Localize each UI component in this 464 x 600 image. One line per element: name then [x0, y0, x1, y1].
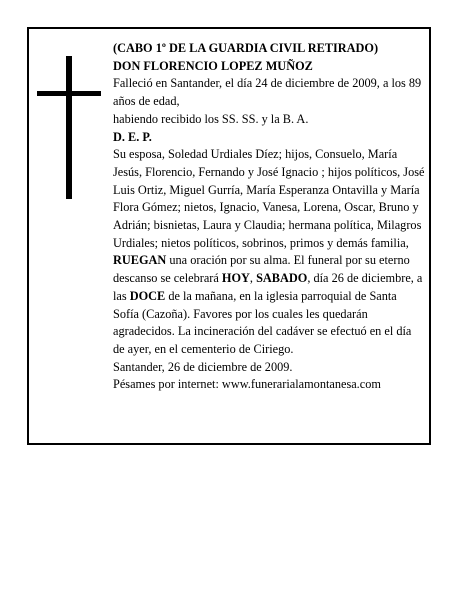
cross-vertical-bar	[66, 56, 72, 199]
death-statement: Falleció en Santander, el día 24 de diciembre de 2009, a los 89 años de edad,	[113, 76, 422, 109]
place-date: Santander, 26 de diciembre de 2009.	[113, 359, 293, 374]
cross-icon	[37, 56, 101, 199]
notice-text	[113, 40, 425, 394]
rank-line: (CABO 1º DE LA GUARDIA CIVIL RETIRADO)	[113, 41, 379, 55]
ruegan-word: RUEGAN	[113, 253, 167, 268]
obituary-notice-frame	[27, 27, 431, 445]
dep-line: D. E. P.	[113, 129, 152, 144]
funeral-paragraph	[113, 252, 425, 358]
family-list: Su esposa, Soledad Urdiales Díez; hijos, Consuelo, María Jesús, Florencio, Fernando y José Ignacio ; hijos políticos, José Luis Ortiz, Miguel Gurría, María Esperanza Ontavilla y María Flora Gómez; nietos, Ignacio, Vanesa, Lorena, Oscar, Bruno y Adrián; bisnietas, Laura y Claudia; hermana política, Milagros Urdiales; nietos políticos, sobrinos, primos y demás familia,	[113, 147, 425, 250]
deceased-name: DON FLORENCIO LOPEZ MUÑOZ	[113, 58, 313, 73]
funeral-text-2: ,	[249, 271, 257, 286]
funeral-text-3: , día 26 de diciembre, a las	[113, 271, 423, 303]
sacraments-statement: habiendo recibido los SS. SS. y la B. A.	[113, 111, 309, 126]
hoy-word: HOY	[221, 271, 250, 286]
cross-horizontal-bar	[37, 91, 101, 96]
doce-word: DOCE	[129, 288, 166, 303]
condolences-line: Pésames por internet: www.funerarialamontanesa.com	[113, 377, 381, 392]
sabado-word: SABADO	[256, 271, 308, 286]
funeral-text-1: una oración por su alma. El funeral por su eterno descanso se celebrará	[113, 253, 410, 286]
funeral-text-4: de la mañana, en la iglesia parroquial de Santa Sofía (Cazoña). Favores por los cuales les quedarán agradecidos. La incineración del cadáver se efectuó en el día de ayer, en el cementerio de Ciriego.	[113, 288, 412, 356]
